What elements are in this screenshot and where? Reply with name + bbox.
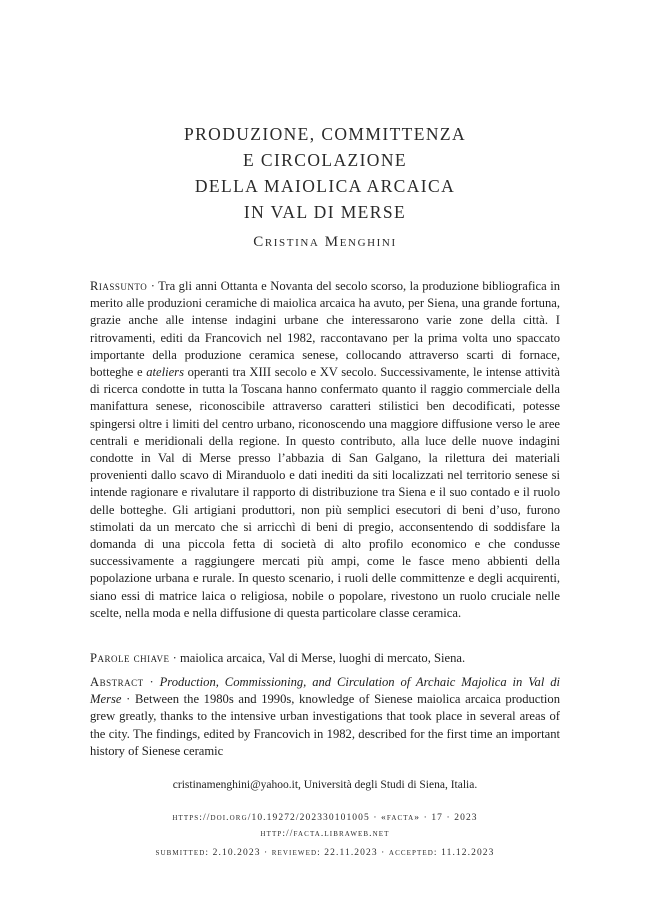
abstract-separator: · — [143, 675, 160, 689]
parole-chiave-paragraph — [90, 650, 560, 667]
riassunto-text-a: Tra gli anni Ottanta e Novanta del secolo scorso, la produzione bibliografica in merito alle produzioni ceramiche di maiolica arcaica ha avuto, per Siena, una grande fortuna, grazie anche alle intense indagini urbane che interessarono varie zone della città. I ritrovamenti, editi da Francovich nel 1982, raccontavano per la prima volta uno spaccato importante della produzione ceramica senese, collocando attraverso scarti di fornace, botteghe e — [90, 279, 560, 380]
title-line-4: IN VAL DI MERSE — [243, 202, 407, 222]
abstract-paragraph — [90, 674, 560, 760]
parole-chiave-separator: · — [169, 651, 180, 665]
abstract-text: Between the 1980s and 1990s, knowledge of Sienese maiolica arcaica production grew greatly, thanks to the intensive urban investigations that took place in several areas of the city. The findings, edited by Francovich in 1982, described for the first time an important history of Sienese ceramic — [90, 692, 560, 758]
abstract-english-title: Production, Commissioning, and Circulation of Archaic Majolica in Val di Merse — [90, 675, 560, 707]
riassunto-italic-term: ateliers — [146, 365, 184, 380]
abstract-separator-2: · — [121, 692, 135, 707]
abstract-label: Abstract — [90, 675, 144, 689]
doi-line: https://doi.org/10.19272/202330101005 · «facta» · 17 · 2023 — [172, 813, 478, 823]
riassunto-separator: · — [147, 279, 159, 293]
title-line-1: PRODUZIONE, COMMITTENZA — [183, 124, 467, 144]
author-affiliation: cristinamenghini@yahoo.it, Università degli Studi di Siena, Italia. — [172, 779, 478, 791]
review-dates: submitted: 2.10.2023 · reviewed: 22.11.2023 · accepted: 11.12.2023 — [155, 848, 495, 858]
riassunto-text-b: operanti tra XIII secolo e XV secolo. Successivamente, le intense attività di ricerca condotte in tutta la Toscana hanno confermato quanto il raggio commerciale della manifattura senese, riconoscibile attraverso caratteri stilistici ben decodificati, potesse spingersi oltre i limiti del centro urbano, riconoscendo una maggiore diffusione verso le aree centrali e meridionali della regione. In questo contributo, alla luce delle nuove indagini condotte in Val di Merse presso l’abbazia di San Galgano, la rilettura dei materiali provenienti dallo scavo di Miranduolo e dati inediti da siti localizzati nel territorio senese si intende ragionare e rivalutare il rapporto di distribuzione tra Siena e il suo contado e il ruolo delle botteghe. Gli artigiani produttori, non più semplici esecutori di beni d’uso, furono stimolati da un mercato che si arricchì di beni di pregio, acconsentendo di soddisfare la domanda di una piccola fetta di società di alto profilo economico e che condusse successivamente a raggiungere mercati più ampi, come le fasce meno abbienti della popolazione urbana e rurale. In questo scenario, i ruoli delle committenze e degli acquirenti, siano essi di matrice laica o religiosa, nobile o popolare, rivestono un ruolo cruciale nelle scelte, nella moda e nella diffusione di questa particolare classe ceramica. — [90, 365, 560, 620]
parole-chiave-text: maiolica arcaica, Val di Merse, luoghi di mercato, Siena. — [180, 651, 466, 665]
parole-chiave-label: Parole chiave — [90, 651, 170, 665]
riassunto-paragraph — [90, 278, 560, 622]
title-line-2: E CIRCOLAZIONE — [243, 150, 407, 170]
title-line-3: DELLA MAIOLICA ARCAICA — [194, 176, 456, 196]
author-name: Cristina Menghini — [253, 234, 397, 250]
riassunto-label: Riassunto — [90, 279, 148, 293]
journal-url: http://facta.libraweb.net — [260, 829, 390, 839]
article-title — [0, 121, 650, 225]
